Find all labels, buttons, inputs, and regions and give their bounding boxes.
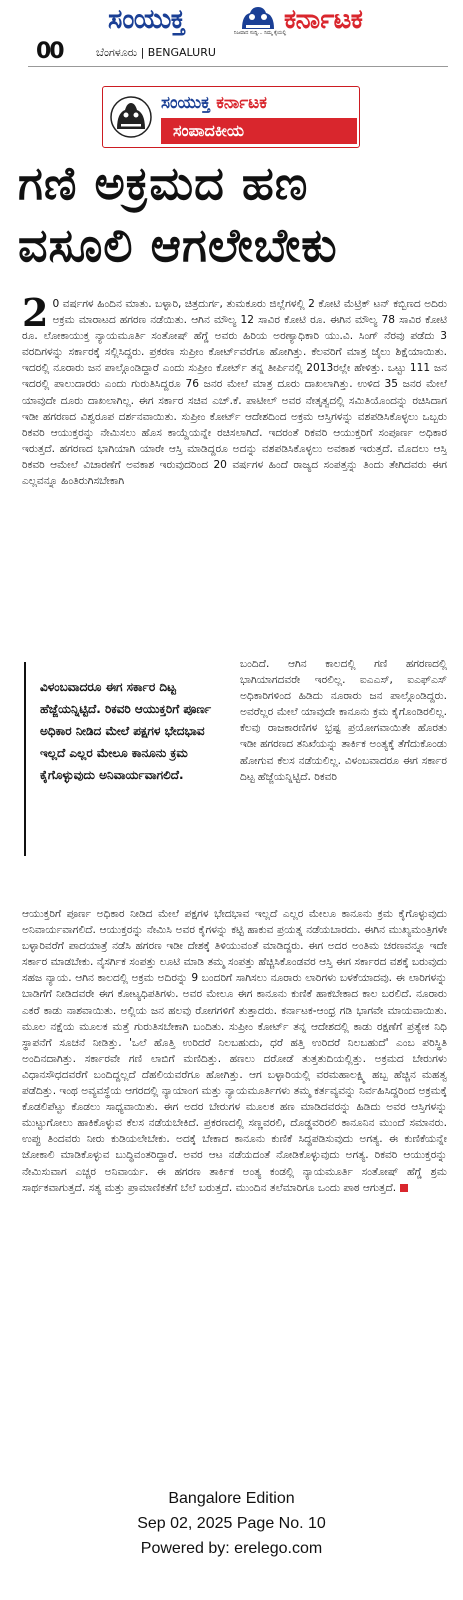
editorial-logo-name (161, 90, 357, 116)
footer-edition: Bangalore Edition (168, 1490, 295, 1507)
end-mark-icon (400, 1184, 408, 1192)
drop-cap: 2 (22, 296, 49, 335)
editorial-logo-name-right: ಕರ್ನಾಟಕ (216, 93, 267, 113)
masthead (0, 0, 463, 70)
article-body-bottom (22, 906, 447, 1478)
masthead-edition-line (36, 39, 336, 64)
footer-date-page: Sep 02, 2025 Page No. 10 (137, 1515, 326, 1532)
edition-number: 00 (36, 39, 63, 64)
masthead-title-right: ಕರ್ನಾಟಕ (284, 4, 363, 35)
masthead-tagline: ನಿಜವಾದ ಸುದ್ದಿ... ನಿಮ್ಮ ಕೈಯಲ್ಲಿ (234, 30, 287, 36)
masthead-divider (28, 66, 448, 67)
article-paragraph-top: 0 ವರ್ಷಗಳ ಹಿಂದಿನ ಮಾತು. ಬಳ್ಳಾರಿ, ಚಿತ್ರದುರ್ಗ, ತುಮಕೂರು ಜಿಲ್ಲೆಗಳಲ್ಲಿ 2 ಕೋಟಿ ಮೆಟ್ರಿಕ್ ಟನ್ ಕಬ್ಬಿಣದ ಅದಿರು ಅಕ್ರಮ ಮಾರಾಟದ ಹಗರಣ ನಡೆಯಿತು. ಆಗಿನ ಮೌಲ್ಯ 12 ಸಾವಿರ ಕೋಟಿ ರೂ. ಈಗಿನ ಮೌಲ್ಯ 78 ಸಾವಿರ ಕೋಟಿ ರೂ. ಲೋಕಾಯುಕ್ತ ನ್ಯಾಯಮೂರ್ತಿ ಸಂತೋಷ್ ಹೆಗ್ಡೆ ಅವರು ಹಿರಿಯ ಅರಣ್ಯಾಧಿಕಾರಿ ಯು.ವಿ. ಸಿಂಗ್ ನೆರವು ಪಡೆದು 3 ವರದಿಗಳನ್ನು ಸರ್ಕಾರಕ್ಕೆ ಸಲ್ಲಿಸಿದ್ದರು. ಪ್ರಕರಣ ಸುಪ್ರೀಂ ಕೋರ್ಟ್‌ವರೆಗೂ ಹೋಗಿತ್ತು. ಕೆಲವರಿಗೆ ಮಾತ್ರ ಜೈಲು ಶಿಕ್ಷೆಯಾಯಿತು. ಇದರಲ್ಲಿ ನೂರಾರು ಜನ ಪಾಲ್ಗೊಂಡಿದ್ದಾರೆ ಎಂದು ಸುಪ್ರೀಂ ಕೋರ್ಟ್ ತನ್ನ ತೀರ್ಪಿನಲ್ಲಿ 2013ರಲ್ಲೇ ಹೇಳಿತ್ತು. ಒಟ್ಟು 111 ಜನ ಇದರಲ್ಲಿ ಪಾಲುದಾರರು ಎಂದು ಗುರುತಿಸಿದ್ದರೂ 76 ಜನರ ಮೇಲೆ ಮಾತ್ರ ದೂರು ದಾಖಲಾಗಿತ್ತು. ಉಳಿದ 35 ಜನರ ಮೇಲೆ ಯಾವುದೇ ದೂರು ದಾಖಲಾಗಿಲ್ಲ. ಈಗ ಸರ್ಕಾರ ಸಚಿವ ಎಚ್.ಕೆ. ಪಾಟೀಲ್ ಅವರ ನೇತೃತ್ವದಲ್ಲಿ ಸಮಿತಿಯೊಂದನ್ನು ರಚಿಸಿದಾಗ ಇಡೀ ಹಗರಣದ ವಿಶ್ವರೂಪ ದರ್ಶನವಾಯಿತು. ಸುಪ್ರೀಂ ಕೋರ್ಟ್ ಆದೇಶದಿಂದ ಅಕ್ರಮ ಆಸ್ತಿಗಳನ್ನು ವಶಪಡಿಸಿಕೊಳ್ಳಲು ಒಬ್ಬರು ರಿಕವರಿ ಆಯುಕ್ತರನ್ನು ನೇಮಿಸಲು ಹೊಸ ಕಾಯ್ದೆಯನ್ನೇ ರಚಿಸಲಾಗಿದೆ. ಇದರಂತೆ ರಿಕವರಿ ಆಯುಕ್ತರಿಗೆ ಸಂಪೂರ್ಣ ಅಧಿಕಾರ ಇರುತ್ತದೆ. ಹಗರಣದ ಭಾಗಿಯಾಗಿ ಯಾರೇ ಆಸ್ತಿ ಮಾಡಿದ್ದರೂ ಅದನ್ನು ವಶಪಡಿಸಿಕೊಳ್ಳಲು ಅವಕಾಶ ಇರುತ್ತದೆ. ಮೊದಲು ಆಸ್ತಿ ರಿಕವರಿ ಆಮೇಲೆ ವಿಚಾರಣೆಗೆ ಅವಕಾಶ ಇರುವುದರಿಂದ 20 ವರ್ಷಗಳ ಹಿಂದೆ ರಾಜ್ಯದ ಸಂಪತ್ತನ್ನು ತಿಂದು ತೇಗಿದವರು ಈಗ ಎಲ್ಲವನ್ನೂ ಹಿಂತಿರುಗಿಸಬೇಕಾಗಿ (22, 298, 447, 488)
article-body-top (22, 296, 447, 656)
pull-quote-text: ವಿಳಂಬವಾದರೂ ಈಗ ಸರ್ಕಾರ ದಿಟ್ಟ ಹೆಜ್ಜೆಯನ್ನಿಟ್ಟಿದೆ. ರಿಕವರಿ ಆಯುಕ್ತರಿಗೆ ಪೂರ್ಣ ಅಧಿಕಾರ ನೀಡಿದ ಮೇಲೆ ಪಕ್ಷಗಳ ಭೇದಭಾವ ಇಲ್ಲದೆ ಎಲ್ಲರ ಮೇಲೂ ಕಾನೂನು ಕ್ರಮ ಕೈಗೊಳ್ಳುವುದು ಅನಿವಾರ್ಯವಾಗಲಿದೆ. (40, 680, 212, 782)
pull-quote (24, 662, 230, 856)
headline-line-1: ಗಣಿ ಅಕ್ರಮದ ಹಣ (18, 156, 309, 210)
editorial-section-label: ಸಂಪಾದಕೀಯ (161, 118, 357, 144)
lion-emblem-icon (238, 5, 278, 31)
editorial-logo (102, 86, 360, 148)
article-paragraph-bottom: ಆಯುಕ್ತರಿಗೆ ಪೂರ್ಣ ಅಧಿಕಾರ ನೀಡಿದ ಮೇಲೆ ಪಕ್ಷಗಳ ಭೇದಭಾವ ಇಲ್ಲದೆ ಎಲ್ಲರ ಮೇಲೂ ಕಾನೂನು ಕ್ರಮ ಕೈಗೊಳ್ಳುವುದು ಅನಿವಾರ್ಯವಾಗಲಿದೆ. ಆಯುಕ್ತರನ್ನು ನೇಮಿಸಿ ಅವರ ಕೈಗಳನ್ನು ಕಟ್ಟಿ ಹಾಕುವ ಪ್ರಯತ್ನ ನಡೆಯಬಾರದು. ಈಗಿನ ಮುಖ್ಯಮಂತ್ರಿಗಳೇ ಬಳ್ಳಾರಿವರೆಗೆ ಪಾದಯಾತ್ರೆ ನಡೆಸಿ ಹಗರಣ ಇಡೀ ದೇಶಕ್ಕೆ ತಿಳಿಯುವಂತೆ ಮಾಡಿದ್ದರು. ಈಗ ಅದರ ಅಂತಿಮ ಚರಣವನ್ನೂ ಇದೇ ಸರ್ಕಾರ ಮಾಡಬೇಕು. ನೈಸರ್ಗಿಕ ಸಂಪತ್ತು ಲೂಟಿ ಮಾಡಿ ತಮ್ಮ ಸಂಪತ್ತು ಹೆಚ್ಚಿಸಿಕೊಂಡವರ ಆಸ್ತಿ ಈಗ ಸರ್ಕಾರದ ವಶಕ್ಕೆ ಬರುವುದು ಸಹಜ ನ್ಯಾಯ. ಆಗಿನ ಕಾಲದಲ್ಲಿ ಅಕ್ರಮ ಅದಿರನ್ನು 9 ಬಂದರಿಗೆ ಸಾಗಿಸಲು ನೂರಾರು ಲಾರಿಗಳು ಬಳಕೆಯಾದವು. ಈ ಲಾರಿಗಳನ್ನು ಬಾಡಿಗೆಗೆ ನೀಡಿದವರೇ ಈಗ ಕೋಟ್ಯಧಿಪತಿಗಳು. ಅವರ ಮೇಲೂ ಈಗ ಕಾನೂನು ಕುಣಿಕೆ ಹಾಕಬೇಕಾದ ಕಾಲ ಬರಲಿದೆ. ನೂರಾರು ಎಕರೆ ಕಾಡು ನಾಶವಾಯಿತು. ಅಲ್ಲಿಯ ಜನ ಹಲವು ರೋಗಗಳಿಗೆ ತುತ್ತಾದರು. ಕರ್ನಾಟಕ-ಆಂಧ್ರ ಗಡಿ ಭಾಗವೇ ಮಾಯವಾಯಿತು. ಮೂಲ ನಕ್ಷೆಯ ಮೂಲಕ ಮತ್ತೆ ಗುರುತಿಸಬೇಕಾಗಿ ಬಂದಿತು. ಸುಪ್ರೀಂ ಕೋರ್ಟ್ ತನ್ನ ಆದೇಶದಲ್ಲಿ ಕಾಡು ರಕ್ಷಣೆಗೆ ಪ್ರತ್ಯೇಕ ನಿಧಿ ಸ್ಥಾಪನೆಗೆ ಸೂಚನೆ ನೀಡಿತ್ತು. 'ಒಲೆ ಹೊತ್ತಿ ಉರಿದರೆ ನಿಲಬಹುದು, ಧರೆ ಹತ್ತಿ ಉರಿದರೆ ನಿಲಬಹುದೆ' ಎಂಬ ಪರಿಸ್ಥಿತಿ ಅಂದಿನದಾಗಿತ್ತು. ಸರ್ಕಾರವೇ ಗಣಿ ಲಾಬಿಗೆ ಮಣಿದಿತ್ತು. ಹಣಲು ದರೋಡೆ ತುತ್ತತುದಿಯಲ್ಲಿತ್ತು. ಅಕ್ರಮದ ಬೇರುಗಳು ವಿಧಾನಸೌಧದವರೆಗೆ ಬಂದಿದ್ದಲ್ಲದೆ ದೆಹಲಿಯವರೆಗೂ ಹೋಗಿತ್ತು. ಆಗ ಬಳ್ಳಾರಿಯಲ್ಲಿ ವರಮಹಾಲಕ್ಷ್ಮಿ ಹಬ್ಬ ಹೆಚ್ಚಿನ ಮಹತ್ವ ಪಡೆದಿತ್ತು. ಇಂಥ ಅವ್ಯವಸ್ಥೆಯ ಆಗರದಲ್ಲಿ ನ್ಯಾಯಾಂಗ ಮತ್ತು ನ್ಯಾಯಮೂರ್ತಿಗಳು ತಮ್ಮ ಕರ್ತವ್ಯವನ್ನು ನಿರ್ವಹಿಸಿದ್ದರಿಂದ ಅಕ್ರಮಕ್ಕೆ ಕೊಡಲಿಪೆಟ್ಟು ಕೊಡಲು ಸಾಧ್ಯವಾಯಿತು. ಈಗ ಅದರ ಬೇರುಗಳ ಮೂಲಕ ಹಣ ಮಾಡಿದವರನ್ನು ಹಿಡಿದು ಅವರ ಆಸ್ತಿಗಳನ್ನು ಮುಟ್ಟುಗೋಲು ಹಾಕಿಕೊಳ್ಳುವ ಕೆಲಸ ನಡೆಯಬೇಕಿದೆ. ಪ್ರಕರಣದಲ್ಲಿ ಸಣ್ಣವರಲಿ, ದೊಡ್ಡವರಿರಲಿ ಕಾನೂನಿನ ಮುಂದೆ ಸಮಾನರು. ಉಪ್ಪು ತಿಂದವರು ನೀರು ಕುಡಿಯಲೇಬೇಕು. ಅದಕ್ಕೆ ಬೇಕಾದ ಕಾನೂನು ಕುಣಿಕೆ ಸಿದ್ಧಪಡಿಸುವುದು ಅಗತ್ಯ. ಈ ಕುಣಿಕೆಯನ್ನೇ ಜೋಕಾಲಿ ಮಾಡಿಕೊಳ್ಳುವ ಬುದ್ಧಿವಂತರಿದ್ದಾರೆ. ಅವರ ಆಟ ನಡೆಯದಂತೆ ನೋಡಿಕೊಳ್ಳುವುದು ಅಗತ್ಯ. ರಿಕವರಿ ಆಯುಕ್ತರನ್ನು ನೇಮಿಸುವಾಗ ಎಚ್ಚರ ಅನಿವಾರ್ಯ. ಈ ಹಗರಣ ತಾರ್ಕಿಕ ಅಂತ್ಯ ಕಂಡಲ್ಲಿ ನ್ಯಾಯಮೂರ್ತಿ ಸಂತೋಷ್ ಹೆಗ್ಡೆ ಶ್ರಮ ಸಾರ್ಥಕವಾಗುತ್ತದೆ. ಸತ್ಯ ಮತ್ತು ಪ್ರಾಮಾಣಿಕತೆಗೆ ಬೆಲೆ ಬರುತ್ತದೆ. ಮುಂದಿನ ತಲೆಮಾರಿಗೂ ಒಂದು ಪಾಠ ಆಗುತ್ತದೆ. (22, 908, 447, 1194)
article-paragraph-middle: ಬಂದಿದೆ. ಆಗಿನ ಕಾಲದಲ್ಲಿ ಗಣಿ ಹಗರಣದಲ್ಲಿ ಭಾಗಿಯಾಗದವರೇ ಇರಲಿಲ್ಲ. ಐಎಎಸ್, ಐಎಫ್‌ಎಸ್ ಅಧಿಕಾರಿಗಳಿಂದ ಹಿಡಿದು ನೂರಾರು ಜನ ಪಾಲ್ಗೊಂಡಿದ್ದರು. ಅವರೆಲ್ಲರ ಮೇಲೆ ಯಾವುದೇ ಕಾನೂನು ಕ್ರಮ ಕೈಗೊಂಡಿರಲಿಲ್ಲ. ಕೆಲವು ರಾಜಕಾರಣಿಗಳ ಭ್ರಷ್ಟ ಪ್ರಯೋಗವಾಯಿತೇ ಹೊರತು ಇಡೀ ಹಗರಣದ ತನಿಖೆಯನ್ನು ತಾರ್ಕಿಕ ಅಂತ್ಯಕ್ಕೆ ತೆಗೆದುಕೊಂಡು ಹೋಗುವ ಕೆಲಸ ನಡೆಯಲಿಲ್ಲ. ವಿಳಂಬವಾದರೂ ಈಗ ಸರ್ಕಾರ ದಿಟ್ಟ ಹೆಜ್ಜೆಯನ್ನಿಟ್ಟಿದೆ. ರಿಕವರಿ (240, 658, 447, 783)
headline (18, 152, 448, 276)
headline-line-2: ವಸೂಲಿ ಆಗಲೇಬೇಕು (18, 218, 338, 272)
masthead-title (52, 2, 412, 38)
editorial-logo-name-left: ಸಂಯುಕ್ತ (161, 93, 211, 113)
edition-city: ಬೆಂಗಳೂರು | BENGALURU (96, 46, 216, 59)
page-footer (0, 1486, 463, 1561)
lion-emblem-icon (109, 95, 153, 139)
article-body-middle (240, 656, 447, 906)
masthead-title-left: ಸಂಯುಕ್ತ (108, 4, 185, 35)
footer-powered-by: Powered by: erelego.com (140, 1540, 323, 1557)
